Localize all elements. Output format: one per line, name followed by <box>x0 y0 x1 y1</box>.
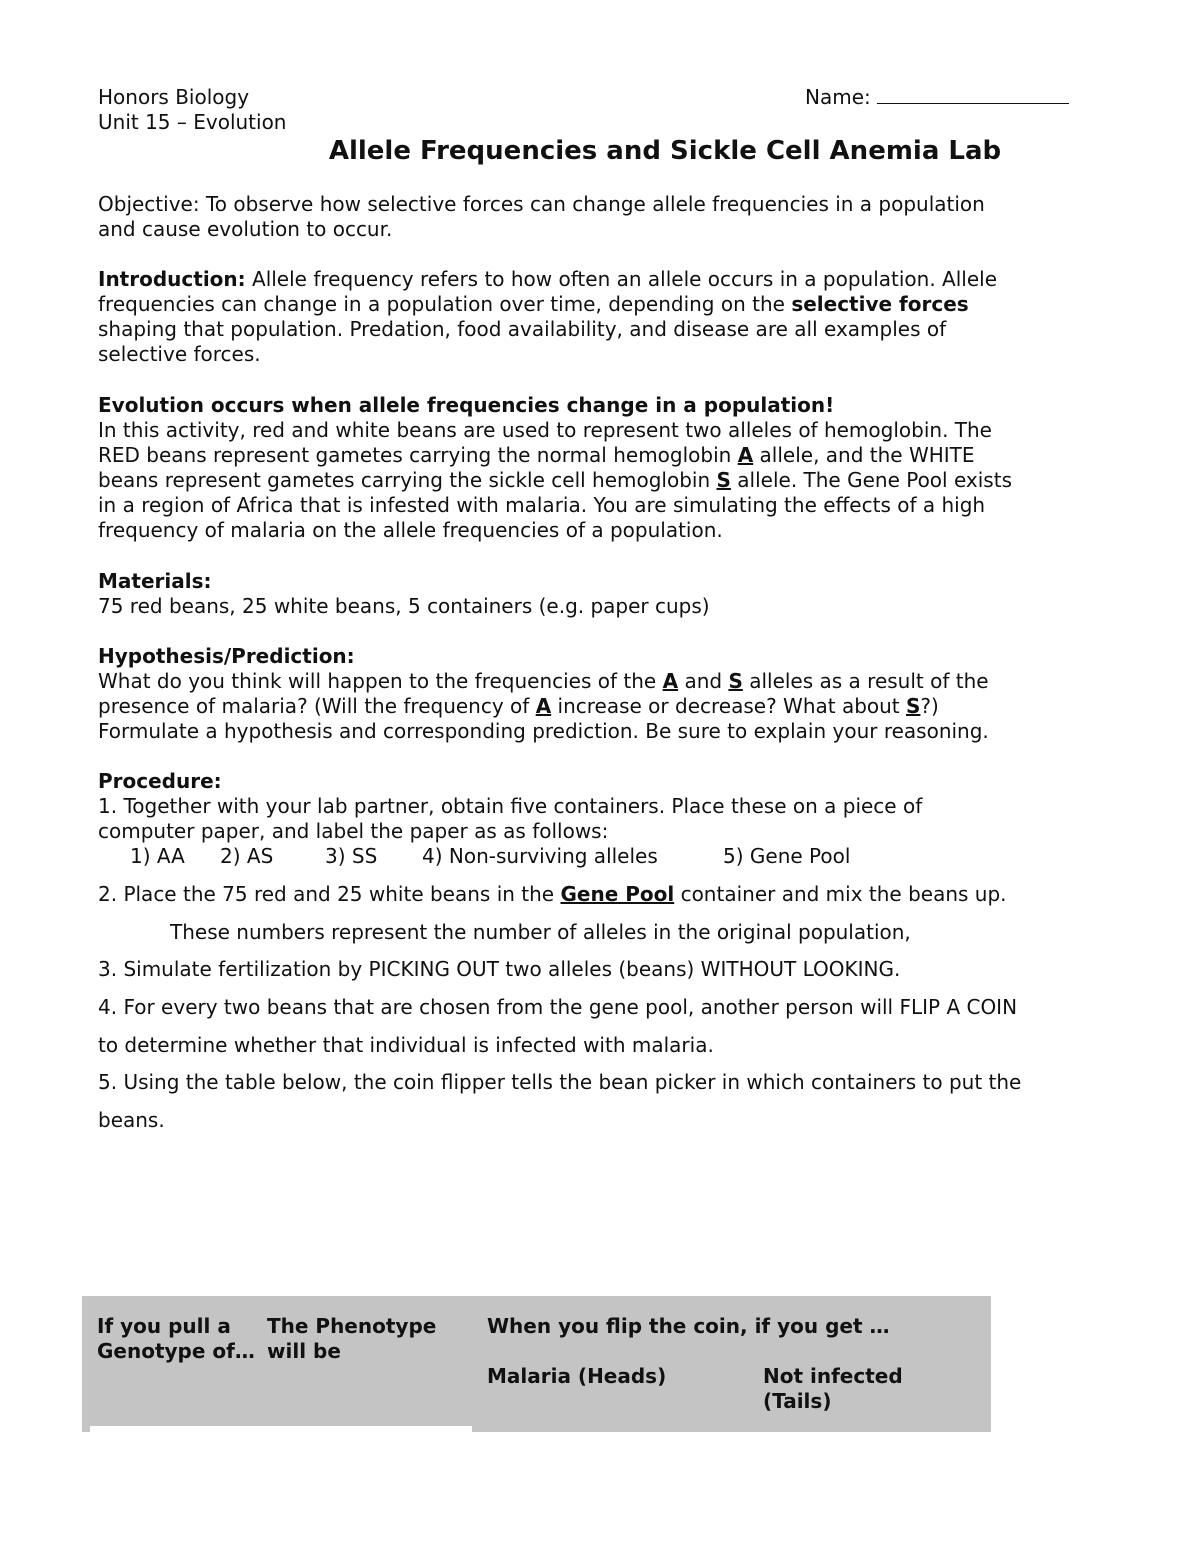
materials-text: 75 red beans, 25 white beans, 5 containers (e.g. paper cups) <box>98 594 710 618</box>
evolution-text: allele, and the WHITE <box>759 443 975 467</box>
allele-a: A <box>737 443 754 467</box>
materials-heading: Materials: <box>98 569 212 593</box>
container-label: 3) SS <box>325 844 378 868</box>
procedure-step-4-cont: to determine whether that individual is infected with malaria. <box>98 1033 714 1057</box>
procedure-step: container and mix the beans up. <box>680 882 1007 906</box>
column-coin-flip: When you flip the coin, if you get … <box>487 1314 890 1338</box>
course-name: Honors Biology <box>98 85 250 109</box>
name-blank[interactable] <box>877 85 1069 104</box>
container-labels <box>422 844 658 869</box>
column-not-infected: Not infected (Tails) <box>763 1364 903 1413</box>
name-label: Name: <box>805 85 871 109</box>
evolution-heading: Evolution occurs when allele frequencies change in a population! <box>98 393 835 417</box>
name-field[interactable] <box>805 85 1069 110</box>
hypothesis-text: ?) <box>920 694 939 718</box>
introduction-text: selective forces. <box>98 342 261 366</box>
introduction-label: Introduction: <box>98 267 246 291</box>
container-label: 5) Gene Pool <box>723 844 851 868</box>
hypothesis-text: alleles as a result of the <box>749 669 989 693</box>
procedure-step-5: 5. Using the table below, the coin flipper tells the bean picker in which containers to put the <box>98 1070 1022 1094</box>
evolution-text: beans represent gametes carrying the sickle cell hemoglobin <box>98 468 711 492</box>
container-label: 2) AS <box>220 844 274 868</box>
column-genotype: If you pull a Genotype of… <box>97 1314 255 1363</box>
hypothesis-text: Formulate a hypothesis and corresponding prediction. Be sure to explain your reasoning. <box>98 719 989 743</box>
objective-line: Objective: To observe how selective forces can change allele frequencies in a population <box>98 192 985 216</box>
hypothesis-text: increase or decrease? What about <box>557 694 900 718</box>
gene-pool-term: Gene Pool <box>560 882 675 906</box>
allele-s: S <box>906 694 921 718</box>
table-divider <box>90 1426 472 1434</box>
results-table-header <box>82 1296 991 1432</box>
evolution-text: in a region of Africa that is infested with malaria. You are simulating the effects of a high <box>98 493 986 517</box>
column-phenotype: The Phenotype will be <box>267 1314 437 1363</box>
procedure-step-2 <box>98 882 1007 907</box>
introduction-text: shaping that population. Predation, food availability, and disease are all examples of <box>98 317 947 341</box>
objective <box>98 192 985 242</box>
evolution-section <box>98 393 1012 543</box>
evolution-text: RED beans represent gametes carrying the normal hemoglobin <box>98 443 732 467</box>
procedure-step: 2. Place the 75 red and 25 white beans in the <box>98 882 555 906</box>
introduction-text: Allele frequency refers to how often an allele occurs in a population. Allele <box>252 267 997 291</box>
page-title: Allele Frequencies and Sickle Cell Anemia Lab <box>328 136 1002 166</box>
introduction <box>98 267 997 367</box>
hypothesis-text: and <box>684 669 723 693</box>
container-labels <box>220 844 273 869</box>
procedure-step-4: 4. For every two beans that are chosen from the gene pool, another person will FLIP A COIN <box>98 995 1018 1019</box>
hypothesis-text: presence of malaria? (Will the frequency of <box>98 694 530 718</box>
evolution-text: allele. The Gene Pool exists <box>737 468 1012 492</box>
allele-a: A <box>662 669 679 693</box>
introduction-text: frequencies can change in a population over time, depending on the <box>98 292 785 316</box>
evolution-text: In this activity, red and white beans are used to represent two alleles of hemoglobin. The <box>98 418 992 442</box>
allele-a: A <box>535 694 552 718</box>
procedure-step: 1. Together with your lab partner, obtain five containers. Place these on a piece of <box>98 794 923 818</box>
materials-section <box>98 569 710 619</box>
procedure-heading: Procedure: <box>98 769 222 793</box>
hypothesis-section <box>98 644 989 744</box>
container-labels <box>130 844 185 869</box>
procedure-step-5-cont: beans. <box>98 1108 165 1132</box>
allele-s: S <box>716 468 731 492</box>
container-labels <box>723 844 850 869</box>
container-labels <box>325 844 377 869</box>
objective-line: and cause evolution to occur. <box>98 217 393 241</box>
evolution-text: frequency of malaria on the allele frequencies of a population. <box>98 518 723 542</box>
unit-name: Unit 15 – Evolution <box>98 110 287 134</box>
procedure-step: computer paper, and label the paper as as follows: <box>98 819 609 843</box>
container-label: 4) Non-surviving alleles <box>422 844 658 868</box>
procedure-step-3: 3. Simulate fertilization by PICKING OUT two alleles (beans) WITHOUT LOOKING. <box>98 957 901 981</box>
column-malaria: Malaria (Heads) <box>487 1364 667 1388</box>
allele-s: S <box>728 669 743 693</box>
selective-forces-term: selective forces <box>791 292 969 316</box>
hypothesis-text: What do you think will happen to the frequencies of the <box>98 669 657 693</box>
container-label: 1) AA <box>130 844 185 868</box>
procedure-section <box>98 769 922 844</box>
hypothesis-heading: Hypothesis/Prediction: <box>98 644 355 668</box>
procedure-note: These numbers represent the number of alleles in the original population, <box>170 920 911 944</box>
